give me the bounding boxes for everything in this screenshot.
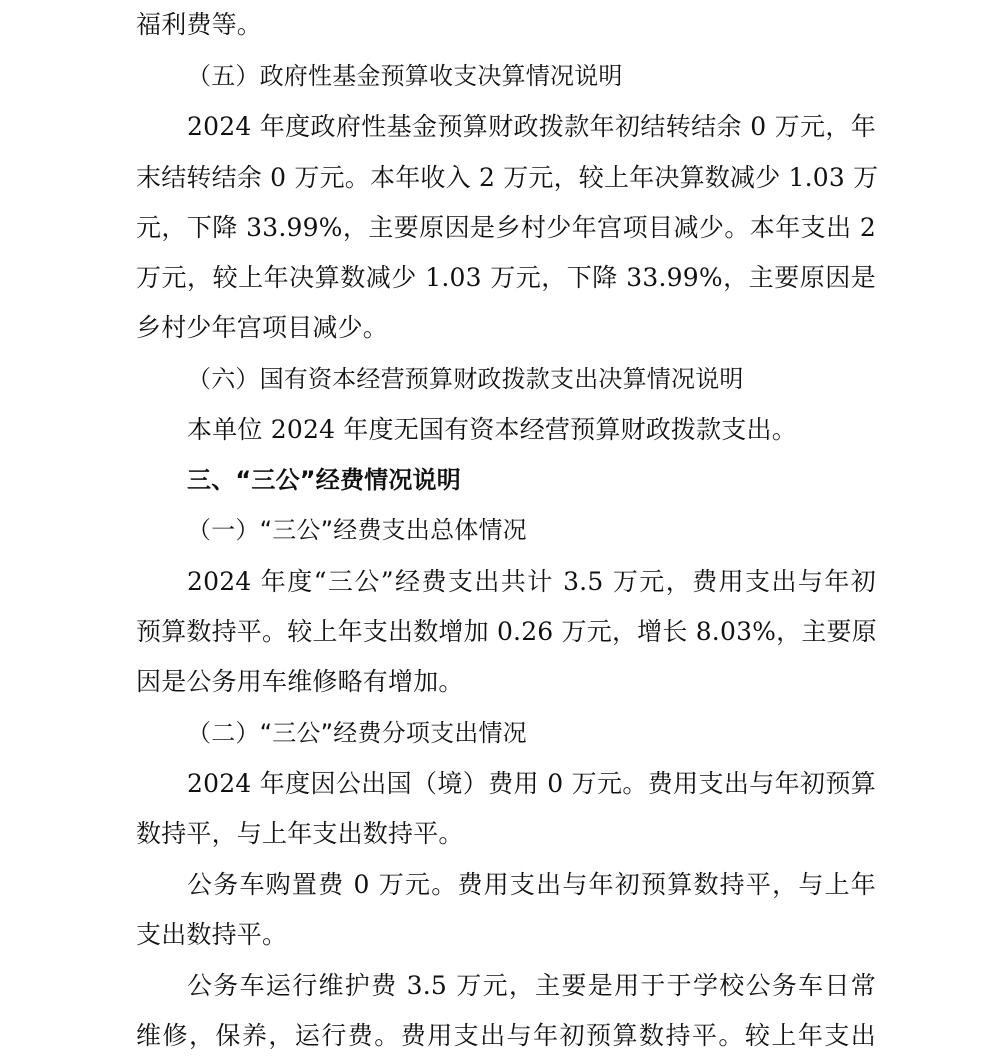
paragraph-line: 公务车购置费 0 万元。费用支出与年初预算数持平，与上年 bbox=[187, 870, 876, 899]
paragraph-line: 2024 年度因公出国（境）费用 0 万元。费用支出与年初预算 bbox=[187, 769, 876, 798]
paragraph-line: 元，下降 33.99%，主要原因是乡村少年宫项目减少。本年支出 2 bbox=[136, 213, 876, 242]
paragraph-line: 数持平，与上年支出数持平。 bbox=[136, 819, 464, 848]
paragraph-line: 末结转结余 0 万元。本年收入 2 万元，较上年决算数减少 1.03 万 bbox=[136, 163, 879, 192]
section-heading: （二）“三公”经费分项支出情况 bbox=[187, 719, 527, 747]
chapter-heading: 三、“三公”经费情况说明 bbox=[187, 466, 461, 494]
paragraph-line: 万元，较上年决算数减少 1.03 万元，下降 33.99%，主要原因是 bbox=[136, 263, 876, 292]
paragraph-line: 2024 年度“三公”经费支出共计 3.5 万元，费用支出与年初 bbox=[187, 567, 876, 596]
paragraph-line: 福利费等。 bbox=[136, 10, 263, 39]
section-heading: （一）“三公”经费支出总体情况 bbox=[187, 516, 527, 544]
paragraph-line: 2024 年度政府性基金预算财政拨款年初结转结余 0 万元，年 bbox=[187, 112, 876, 141]
paragraph-line: 维修，保养，运行费。费用支出与年初预算数持平。较上年支出 bbox=[136, 1021, 876, 1050]
paragraph-line: 本单位 2024 年度无国有资本经营预算财政拨款支出。 bbox=[187, 415, 797, 444]
paragraph-line: 预算数持平。较上年支出数增加 0.26 万元，增长 8.03%，主要原 bbox=[136, 617, 877, 646]
paragraph-line: 支出数持平。 bbox=[136, 920, 288, 949]
paragraph-line: 乡村少年宫项目减少。 bbox=[136, 313, 389, 342]
paragraph-line: 因是公务用车维修略有增加。 bbox=[136, 667, 464, 696]
section-heading: （五）政府性基金预算收支决算情况说明 bbox=[187, 62, 623, 90]
paragraph-line: 公务车运行维护费 3.5 万元，主要是用于于学校公务车日常 bbox=[187, 971, 876, 1000]
section-heading: （六）国有资本经营预算财政拨款支出决算情况说明 bbox=[187, 365, 744, 393]
